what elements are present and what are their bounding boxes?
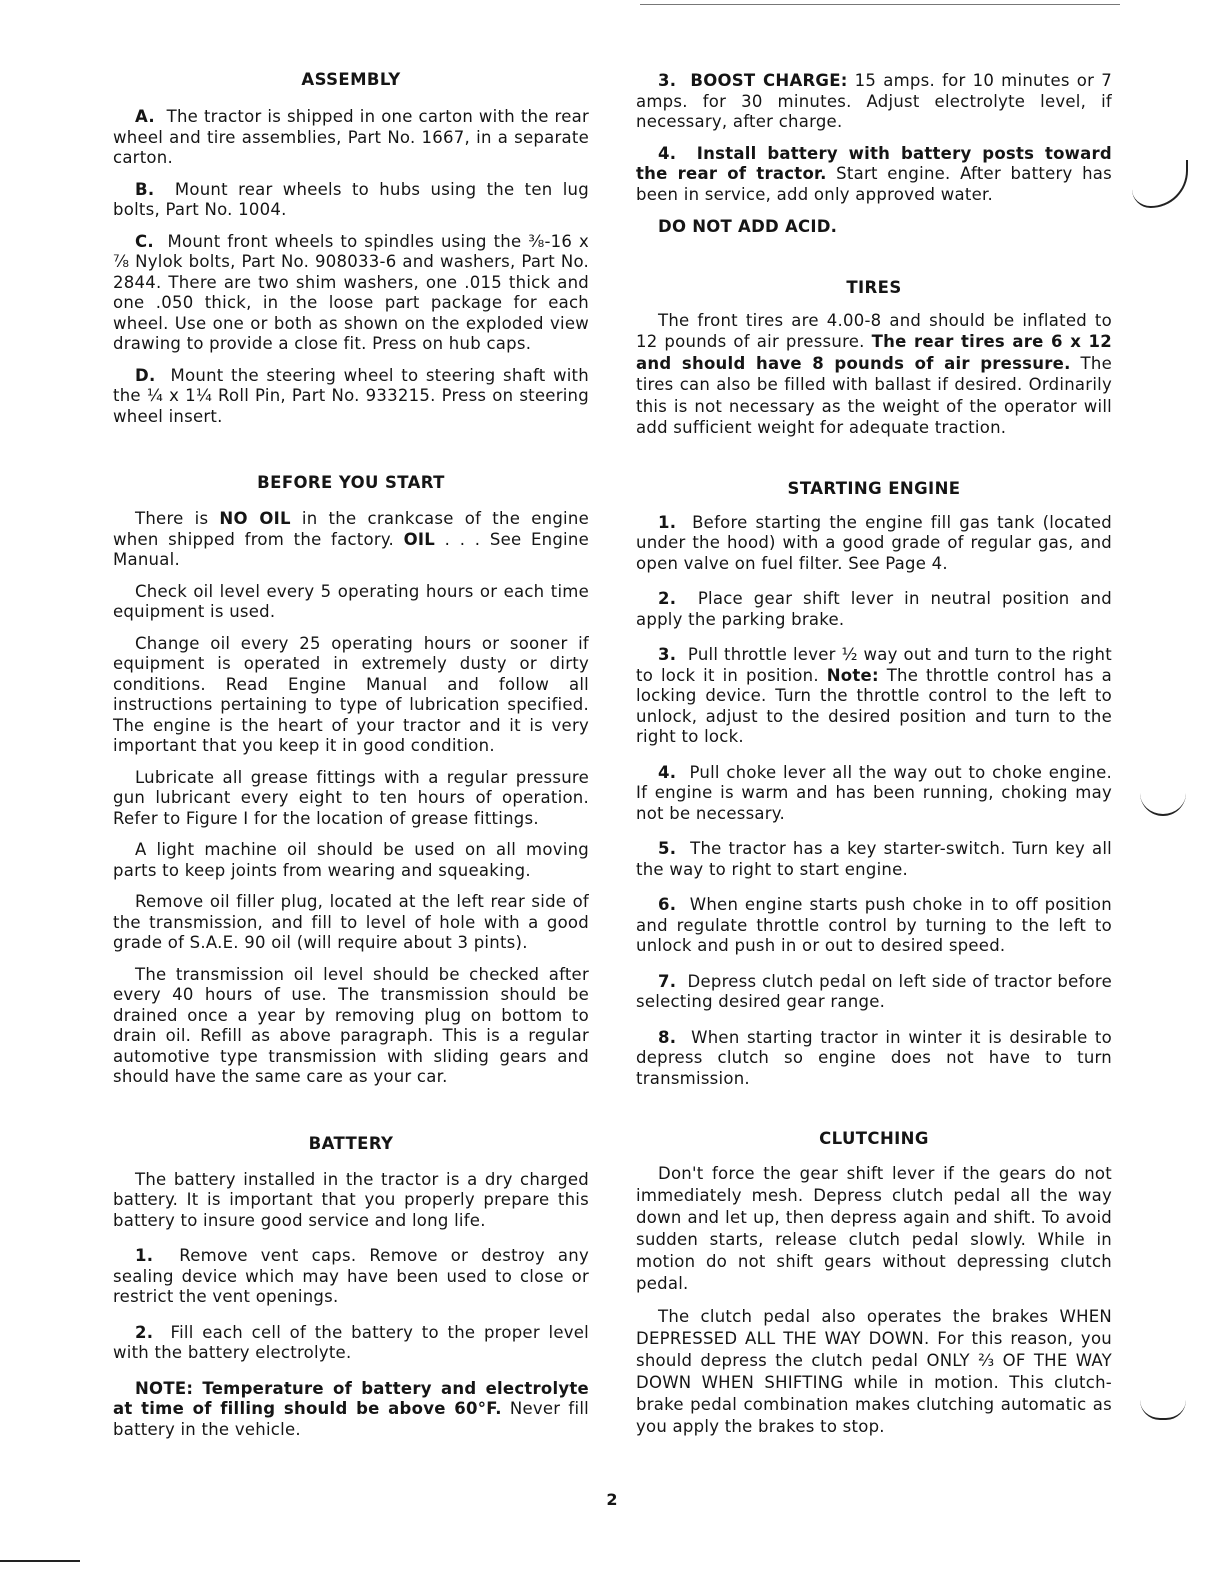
starting-step-5: 5. The tractor has a key starter-switch. Turn key all the way to right to start engine. <box>636 839 1112 879</box>
battery-step-4: 4. Install battery with battery posts toward the rear of tractor. Start engine. After battery has been in service, add only approved water. <box>636 143 1112 204</box>
right-column <box>636 70 1112 1438</box>
tires-heading: TIRES <box>846 277 902 297</box>
before-paragraph-3: Change oil every 25 operating hours or sooner if equipment is operated in extremely dusty or dirty conditions. Read Engine Manual and follow all instructions pertaining to type of lubrication specified. The engine is the heart of your tractor and it is very important that you keep it in good condition. <box>113 633 589 755</box>
assembly-heading: ASSEMBLY <box>301 70 401 89</box>
tires-paragraph: The front tires are 4.00-8 and should be inflated to 12 pounds of air pressure. The rear tires are 6 x 12 and should have 8 pounds of air pressure. The tires can also be filled with ballast if desired. Ordinarily this is not necessary as the weight of the operator will add sufficient weight for adequate traction. <box>636 310 1113 437</box>
starting-step-3: 3. Pull throttle lever ½ way out and turn to the right to lock it in position. Note: The throttle control has a locking device. Turn the throttle control to the left to unlock, adjust to the desired position and turn to the right to lock. <box>636 645 1113 746</box>
assembly-step-c: C. Mount front wheels to spindles using the ⅜-16 x ⅞ Nylok bolts, Part No. 908033-6 and washers, Part No. 2844. There are two shim washers, one .015 thick and one .050 thick, in the loose part package for each wheel. Use one or both as shown on the exploded view drawing to provide a close fit. Press on hub caps. <box>113 231 589 353</box>
battery-step-3: 3. BOOST CHARGE: 15 amps. for 10 minutes or 7 amps. for 30 minutes. Adjust electrolyte level, if necessary, after charge. <box>636 71 1112 131</box>
battery-note: NOTE: Temperature of battery and electrolyte at time of filling should be above 60°F. Never fill battery in the vehicle. <box>113 1378 589 1439</box>
top-edge-line <box>640 4 1120 5</box>
before-paragraph-7: The transmission oil level should be checked after every 40 hours of use. The transmission should be drained once a year by removing plug on bottom to drain oil. Refill as above paragraph. This is a regular automotive type transmission with sliding gears and should have the same care as your car. <box>113 964 589 1086</box>
starting-step-6: 6. When engine starts push choke in to off position and regulate throttle control by turning to the left to unlock and push in or out to desired speed. <box>636 895 1112 955</box>
starting-step-1: 1. Before starting the engine fill gas tank (located under the hood) with a good grade of regular gas, and open valve on fuel filter. See Page 4. <box>636 512 1112 573</box>
battery-heading: BATTERY <box>308 1133 394 1153</box>
assembly-step-b: B. Mount rear wheels to hubs using the ten lug bolts, Part No. 1004. <box>113 179 589 219</box>
page-number: 2 <box>606 1490 618 1509</box>
starting-step-7: 7. Depress clutch pedal on left side of tractor before selecting desired gear range. <box>636 971 1112 1011</box>
starting-step-4: 4. Pull choke lever all the way out to choke engine. If engine is warm and has been running, choking may not be necessary. <box>636 762 1112 823</box>
starting-step-8: 8. When starting tractor in winter it is desirable to depress clutch so engine does not have to turn transmission. <box>636 1027 1112 1088</box>
clutching-heading: CLUTCHING <box>819 1129 929 1148</box>
clutching-paragraph-2: The clutch pedal also operates the brakes WHEN DEPRESSED ALL THE WAY DOWN. For this reason, you should depress the clutch pedal ONLY ⅔ OF THE WAY DOWN WHEN SHIFTING while in motion. This clutch-brake pedal combination makes clutching automatic as you apply the brakes to stop. <box>636 1307 1112 1436</box>
battery-step-2: 2. Fill each cell of the battery to the proper level with the battery electrolyte. <box>113 1322 589 1362</box>
left-column <box>113 70 589 1440</box>
battery-warning: DO NOT ADD ACID. <box>658 217 838 236</box>
before-paragraph-2: Check oil level every 5 operating hours or each time equipment is used. <box>113 581 589 621</box>
clutching-paragraph-1: Don't force the gear shift lever if the gears do not immediately mesh. Depress clutch pedal all the way down and let up, then depress again and shift. To avoid sudden starts, release clutch pedal slowly. While in motion do not shift gears without depressing clutch pedal. <box>636 1164 1112 1293</box>
battery-paragraph-1: The battery installed in the tractor is a dry charged battery. It is important that you properly prepare this battery to insure good service and long life. <box>113 1169 589 1230</box>
starting-heading: STARTING ENGINE <box>787 478 961 498</box>
binder-hole-mark <box>1132 160 1188 208</box>
before-paragraph-5: A light machine oil should be used on all moving parts to keep joints from wearing and squeaking. <box>113 840 589 880</box>
starting-step-2: 2. Place gear shift lever in neutral position and apply the parking brake. <box>636 589 1112 629</box>
before-heading: BEFORE YOU START <box>257 473 445 492</box>
binder-hole-mark <box>1140 780 1186 816</box>
before-paragraph-1: There is NO OIL in the crankcase of the engine when shipped from the factory. OIL . . . See Engine Manual. <box>113 509 589 569</box>
before-paragraph-4: Lubricate all grease fittings with a regular pressure gun lubricant every eight to ten hours of operation. Refer to Figure I for the location of grease fittings. <box>113 767 589 828</box>
bottom-edge-mark <box>0 1560 80 1562</box>
battery-step-1: 1. Remove vent caps. Remove or destroy any sealing device which may have been used to close or restrict the vent openings. <box>113 1246 589 1306</box>
before-paragraph-6: Remove oil filler plug, located at the left rear side of the transmission, and fill to level of hole with a good grade of S.A.E. 90 oil (will require about 3 pints). <box>113 892 589 952</box>
binder-hole-mark <box>1140 1400 1186 1420</box>
assembly-step-a: A. The tractor is shipped in one carton with the rear wheel and tire assemblies, Part No. 1667, in a separate carton. <box>113 107 589 167</box>
assembly-step-d: D. Mount the steering wheel to steering shaft with the ¼ x 1¼ Roll Pin, Part No. 933215. Press on steering wheel insert. <box>113 365 589 426</box>
